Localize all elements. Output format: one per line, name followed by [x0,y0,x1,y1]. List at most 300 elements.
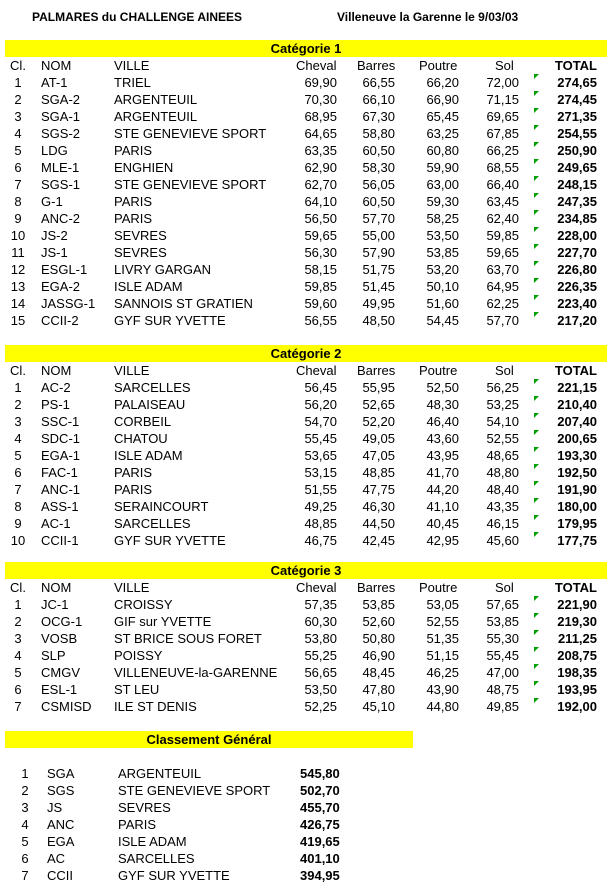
cell-ville: ARGENTEUIL [114,109,198,124]
cell-poutre: 51,35 [426,631,459,646]
cell-cheval: 62,70 [304,177,337,192]
cell-nom: EGA-2 [41,279,81,294]
cell-poutre: 51,15 [426,648,459,663]
cell-ville: GYF SUR YVETTE [114,313,226,328]
table-header-row [5,362,607,379]
cell-cl: 12 [10,262,26,277]
cell-total: 211,25 [557,631,597,646]
cell-marker-icon [534,481,539,486]
general-city: GYF SUR YVETTE [118,868,230,883]
cell-marker-icon [534,244,539,249]
cell-sol: 49,85 [486,699,519,714]
cell-total: 192,00 [557,699,597,714]
cell-total: 274,45 [557,92,597,107]
general-city: PARIS [118,817,157,832]
cell-nom: G-1 [41,194,63,209]
cell-marker-icon [534,295,539,300]
cell-cl: 4 [14,648,22,663]
cell-barres: 60,50 [362,143,395,158]
cell-poutre: 59,30 [426,194,459,209]
cell-cheval: 48,85 [304,516,337,531]
cell-cl: 13 [10,279,26,294]
table-row [5,108,607,125]
cell-ville: ARGENTEUIL [114,92,198,107]
cell-cl: 10 [10,533,26,548]
general-row [5,765,425,782]
cell-marker-icon [534,532,539,537]
cell-poutre: 66,20 [426,75,459,90]
cell-cl: 8 [14,499,22,514]
cell-cheval: 51,55 [304,482,337,497]
cell-nom: EGA-1 [41,448,81,463]
cell-barres: 66,10 [362,92,395,107]
cell-cl: 6 [14,465,22,480]
cell-poutre: 53,20 [426,262,459,277]
table-row [5,681,607,698]
cell-barres: 53,85 [362,597,395,612]
general-row [5,867,425,884]
cell-poutre: 65,45 [426,109,459,124]
cell-total: 248,15 [557,177,597,192]
column-header-cheval: Cheval [296,58,337,73]
cell-sol: 62,25 [486,296,519,311]
cell-cl: 14 [10,296,26,311]
cell-cheval: 64,10 [304,194,337,209]
cell-total: 191,90 [557,482,597,497]
cell-marker-icon [534,630,539,635]
cell-cheval: 63,35 [304,143,337,158]
cell-poutre: 41,70 [426,465,459,480]
cell-nom: AC-2 [41,380,71,395]
cell-marker-icon [534,464,539,469]
cell-cheval: 49,25 [304,499,337,514]
cell-cheval: 53,50 [304,682,337,697]
table-row [5,430,607,447]
cell-poutre: 40,45 [426,516,459,531]
cell-barres: 46,30 [362,499,395,514]
cell-ville: PARIS [114,482,153,497]
cell-cheval: 59,60 [304,296,337,311]
category-1-band: Catégorie 1 [5,40,607,57]
cell-cheval: 55,25 [304,648,337,663]
table-row [5,91,607,108]
cell-barres: 57,90 [362,245,395,260]
cell-ville: PALAISEAU [114,397,186,412]
cell-cl: 2 [14,614,22,629]
cell-poutre: 52,55 [426,614,459,629]
cell-total: 198,35 [557,665,597,680]
general-club: EGA [47,834,75,849]
cell-ville: SERAINCOURT [114,499,209,514]
cell-total: 250,90 [557,143,597,158]
column-header-cl: Cl. [10,363,26,378]
cell-marker-icon [534,379,539,384]
column-header-barres: Barres [357,58,396,73]
table-row [5,596,607,613]
cell-sol: 48,65 [486,448,519,463]
cell-nom: ESL-1 [41,682,78,697]
cell-poutre: 63,25 [426,126,459,141]
cell-cheval: 69,90 [304,75,337,90]
cell-barres: 49,95 [362,296,395,311]
cell-total: 193,30 [557,448,597,463]
cell-barres: 47,75 [362,482,395,497]
cell-cheval: 56,45 [304,380,337,395]
general-rank: 1 [21,766,29,781]
table-header-row [5,579,607,596]
cell-total: 247,35 [557,194,597,209]
cell-poutre: 46,40 [426,414,459,429]
cell-cheval: 60,30 [304,614,337,629]
cell-ville: POISSY [114,648,163,663]
category-2-band: Catégorie 2 [5,345,607,362]
cell-barres: 48,50 [362,313,395,328]
cell-barres: 51,75 [362,262,395,277]
category-3-table [5,579,607,715]
cell-barres: 42,45 [362,533,395,548]
cell-nom: CCII-2 [41,313,79,328]
cell-barres: 49,05 [362,431,395,446]
cell-barres: 45,10 [362,699,395,714]
cell-cheval: 52,25 [304,699,337,714]
cell-sol: 45,60 [486,533,519,548]
table-row [5,74,607,91]
cell-total: 221,90 [557,597,597,612]
cell-marker-icon [534,108,539,113]
general-ranking-band: Classement Général [5,731,413,748]
cell-barres: 51,45 [362,279,395,294]
cell-poutre: 48,30 [426,397,459,412]
cell-cl: 3 [14,631,22,646]
table-row [5,295,607,312]
general-rank: 4 [21,817,29,832]
cell-ville: ISLE ADAM [114,448,183,463]
cell-sol: 57,70 [486,313,519,328]
cell-poutre: 43,90 [426,682,459,697]
cell-marker-icon [534,193,539,198]
cell-barres: 50,80 [362,631,395,646]
column-header-ville: VILLE [114,363,150,378]
cell-nom: ESGL-1 [41,262,88,277]
cell-sol: 48,80 [486,465,519,480]
cell-total: 226,80 [557,262,597,277]
general-points: 502,70 [300,783,340,798]
cell-total: 249,65 [557,160,597,175]
cell-ville: GYF SUR YVETTE [114,533,226,548]
cell-barres: 48,85 [362,465,395,480]
column-header-nom: NOM [41,58,72,73]
cell-marker-icon [534,498,539,503]
general-row [5,799,425,816]
cell-nom: SDC-1 [41,431,81,446]
cell-cl: 1 [14,75,22,90]
cell-total: 200,65 [557,431,597,446]
cell-nom: CSMISD [41,699,92,714]
cell-poutre: 66,90 [426,92,459,107]
cell-marker-icon [534,647,539,652]
cell-barres: 52,60 [362,614,395,629]
general-rank: 3 [21,800,29,815]
general-city: SEVRES [118,800,171,815]
cell-ville: GIF sur YVETTE [114,614,212,629]
cell-ville: ENGHIEN [114,160,174,175]
table-row [5,159,607,176]
cell-marker-icon [534,312,539,317]
cell-ville: CHATOU [114,431,168,446]
column-header-ville: VILLE [114,58,150,73]
cell-poutre: 42,95 [426,533,459,548]
cell-ville: ILE ST DENIS [114,699,197,714]
cell-cheval: 56,20 [304,397,337,412]
cell-barres: 66,55 [362,75,395,90]
cell-cheval: 53,65 [304,448,337,463]
cell-poutre: 44,20 [426,482,459,497]
cell-barres: 46,90 [362,648,395,663]
general-rank: 2 [21,783,29,798]
cell-marker-icon [534,125,539,130]
general-row [5,782,425,799]
column-header-total: TOTAL [554,580,597,595]
cell-cl: 15 [10,313,26,328]
cell-nom: JS-1 [41,245,68,260]
cell-cl: 8 [14,194,22,209]
table-row [5,312,607,329]
column-header-total: TOTAL [554,363,597,378]
column-header-poutre: Poutre [419,363,458,378]
cell-cl: 5 [14,448,22,463]
table-row [5,396,607,413]
cell-ville: STE GENEVIEVE SPORT [114,177,267,192]
general-row [5,850,425,867]
cell-cl: 1 [14,380,22,395]
cell-sol: 55,30 [486,631,519,646]
cell-cl: 10 [10,228,26,243]
cell-cheval: 58,15 [304,262,337,277]
cell-cheval: 57,35 [304,597,337,612]
cell-sol: 72,00 [486,75,519,90]
cell-marker-icon [534,278,539,283]
cell-barres: 55,00 [362,228,395,243]
cell-cheval: 59,65 [304,228,337,243]
cell-ville: CROISSY [114,597,173,612]
table-row [5,176,607,193]
cell-nom: ANC-2 [41,211,81,226]
cell-nom: MLE-1 [41,160,80,175]
cell-barres: 48,45 [362,665,395,680]
cell-barres: 60,50 [362,194,395,209]
cell-total: 223,40 [557,296,597,311]
cell-nom: LDG [41,143,68,158]
cell-sol: 56,25 [486,380,519,395]
cell-barres: 47,80 [362,682,395,697]
cell-total: 192,50 [557,465,597,480]
column-header-cheval: Cheval [296,363,337,378]
column-header-barres: Barres [357,363,396,378]
general-club: SGA [47,766,75,781]
cell-nom: VOSB [41,631,78,646]
cell-nom: PS-1 [41,397,70,412]
general-points: 545,80 [300,766,340,781]
table-row [5,210,607,227]
column-header-sol: Sol [495,363,514,378]
table-header-row [5,57,607,74]
cell-sol: 52,55 [486,431,519,446]
cell-cl: 2 [14,397,22,412]
cell-nom: SGA-1 [41,109,81,124]
column-header-sol: Sol [495,58,514,73]
cell-ville: ISLE ADAM [114,279,183,294]
table-row [5,630,607,647]
cell-nom: OCG-1 [41,614,83,629]
cell-poutre: 54,45 [426,313,459,328]
table-row [5,647,607,664]
cell-barres: 52,20 [362,414,395,429]
column-header-sol: Sol [495,580,514,595]
column-header-poutre: Poutre [419,580,458,595]
cell-nom: ANC-1 [41,482,81,497]
cell-sol: 63,70 [486,262,519,277]
table-row [5,227,607,244]
cell-cheval: 68,95 [304,109,337,124]
cell-cheval: 56,65 [304,665,337,680]
general-points: 419,65 [300,834,340,849]
column-header-ville: VILLE [114,580,150,595]
cell-sol: 48,40 [486,482,519,497]
cell-sol: 55,45 [486,648,519,663]
cell-ville: SARCELLES [114,380,191,395]
column-header-nom: NOM [41,580,72,595]
document-location-date: Villeneuve la Garenne le 9/03/03 [337,10,519,24]
table-row [5,464,607,481]
cell-ville: VILLENEUVE-la-GARENNE [114,665,278,680]
cell-sol: 46,15 [486,516,519,531]
general-club: CCII [47,868,73,883]
table-row [5,515,607,532]
cell-sol: 48,75 [486,682,519,697]
cell-poutre: 44,80 [426,699,459,714]
cell-ville: ST BRICE SOUS FORET [114,631,262,646]
cell-poutre: 52,50 [426,380,459,395]
cell-nom: ASS-1 [41,499,79,514]
category-3-band: Catégorie 3 [5,562,607,579]
cell-marker-icon [534,227,539,232]
table-row [5,193,607,210]
cell-total: 210,40 [557,397,597,412]
cell-nom: SGS-1 [41,177,81,192]
cell-ville: STE GENEVIEVE SPORT [114,126,267,141]
cell-marker-icon [534,698,539,703]
cell-cl: 9 [14,211,22,226]
cell-poutre: 46,25 [426,665,459,680]
cell-ville: PARIS [114,194,153,209]
column-header-poutre: Poutre [419,58,458,73]
cell-sol: 67,85 [486,126,519,141]
cell-cheval: 55,45 [304,431,337,446]
cell-sol: 53,25 [486,397,519,412]
cell-sol: 43,35 [486,499,519,514]
cell-sol: 63,45 [486,194,519,209]
cell-marker-icon [534,74,539,79]
table-row [5,125,607,142]
cell-sol: 47,00 [486,665,519,680]
table-row [5,278,607,295]
cell-cheval: 64,65 [304,126,337,141]
cell-nom: SSC-1 [41,414,80,429]
cell-cl: 11 [11,245,25,260]
cell-total: 228,00 [557,228,597,243]
cell-poutre: 43,60 [426,431,459,446]
cell-total: 179,95 [557,516,597,531]
cell-marker-icon [534,613,539,618]
cell-total: 221,15 [557,380,597,395]
cell-cheval: 56,55 [304,313,337,328]
cell-marker-icon [534,159,539,164]
cell-marker-icon [534,261,539,266]
cell-ville: ST LEU [114,682,160,697]
table-row [5,142,607,159]
cell-total: 226,35 [557,279,597,294]
table-row [5,244,607,261]
cell-barres: 44,50 [362,516,395,531]
cell-ville: PARIS [114,143,153,158]
cell-sol: 64,95 [486,279,519,294]
cell-poutre: 43,95 [426,448,459,463]
table-row [5,664,607,681]
cell-barres: 56,05 [362,177,395,192]
cell-total: 217,20 [557,313,597,328]
cell-marker-icon [534,596,539,601]
cell-cl: 7 [14,482,22,497]
cell-poutre: 53,50 [426,228,459,243]
column-header-cl: Cl. [10,580,26,595]
cell-poutre: 58,25 [426,211,459,226]
column-header-nom: NOM [41,363,72,378]
cell-cl: 2 [14,92,22,107]
cell-total: 208,75 [557,648,597,663]
cell-marker-icon [534,210,539,215]
table-row [5,613,607,630]
cell-marker-icon [534,91,539,96]
cell-nom: SGA-2 [41,92,81,107]
cell-nom: CMGV [41,665,80,680]
cell-marker-icon [534,430,539,435]
general-points: 426,75 [300,817,340,832]
cell-sol: 71,15 [486,92,519,107]
cell-cheval: 70,30 [304,92,337,107]
general-points: 455,70 [300,800,340,815]
cell-cl: 7 [14,177,22,192]
cell-poutre: 53,05 [426,597,459,612]
cell-barres: 52,65 [362,397,395,412]
cell-barres: 55,95 [362,380,395,395]
general-club: SGS [47,783,75,798]
cell-poutre: 63,00 [426,177,459,192]
category-1-table [5,57,607,329]
cell-sol: 68,55 [486,160,519,175]
table-row [5,379,607,396]
cell-total: 207,40 [557,414,597,429]
cell-cl: 9 [14,516,22,531]
table-row [5,498,607,515]
category-2-table [5,362,607,549]
cell-nom: SLP [41,648,66,663]
cell-nom: FAC-1 [41,465,78,480]
cell-cheval: 46,75 [304,533,337,548]
cell-poutre: 60,80 [426,143,459,158]
cell-ville: SEVRES [114,228,167,243]
cell-cheval: 53,15 [304,465,337,480]
document-title: PALMARES du CHALLENGE AINEES [32,10,243,24]
